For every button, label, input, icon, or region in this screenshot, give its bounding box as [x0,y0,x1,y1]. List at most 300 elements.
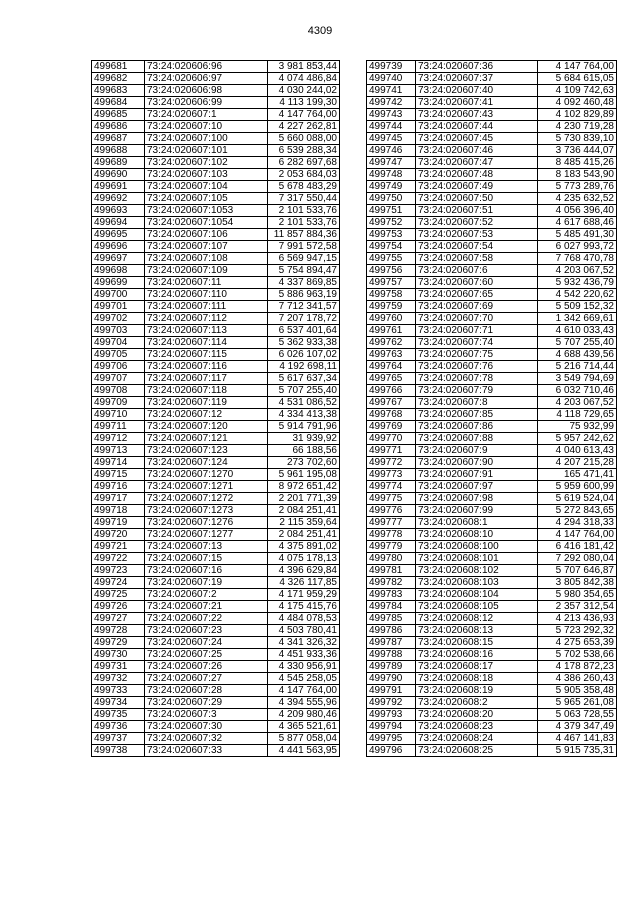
table-row [367,613,617,625]
value-cell: 5 063 728,55 [538,709,617,721]
row-number-cell: 499766 [367,385,416,397]
table-row [367,733,617,745]
cadastral-number-cell: 73:24:020607:11 [145,277,268,289]
row-number-cell: 499706 [92,361,145,373]
row-number-cell: 499712 [92,433,145,445]
cadastral-number-cell: 73:24:020607:52 [416,217,538,229]
value-cell: 4 109 742,63 [538,85,617,97]
cadastral-number-cell: 73:24:020607:120 [145,421,268,433]
row-number-cell: 499714 [92,457,145,469]
table-row [367,517,617,529]
value-cell: 4 178 872,23 [538,661,617,673]
value-cell: 4 230 719,28 [538,121,617,133]
cadastral-number-cell: 73:24:020607:105 [145,193,268,205]
cadastral-number-cell: 73:24:020607:104 [145,181,268,193]
cadastral-number-cell: 73:24:020607:118 [145,385,268,397]
table-row [92,265,340,277]
table-row [367,313,617,325]
value-cell: 4 102 829,89 [538,109,617,121]
row-number-cell: 499748 [367,169,416,181]
cadastral-number-cell: 73:24:020607:116 [145,361,268,373]
cadastral-number-cell: 73:24:020608:2 [416,697,538,709]
value-cell: 5 957 242,62 [538,433,617,445]
cadastral-number-cell: 73:24:020607:121 [145,433,268,445]
row-number-cell: 499770 [367,433,416,445]
cadastral-number-cell: 73:24:020607:99 [416,505,538,517]
cadastral-number-cell: 73:24:020607:90 [416,457,538,469]
row-number-cell: 499765 [367,373,416,385]
cadastral-number-cell: 73:24:020607:1273 [145,505,268,517]
table-row [367,529,617,541]
row-number-cell: 499736 [92,721,145,733]
table-row [367,373,617,385]
cadastral-number-cell: 73:24:020607:8 [416,397,538,409]
page-number: 4309 [307,25,333,37]
table-row [367,541,617,553]
row-number-cell: 499743 [367,109,416,121]
row-number-cell: 499702 [92,313,145,325]
row-number-cell: 499694 [92,217,145,229]
cadastral-number-cell: 73:24:020607:108 [145,253,268,265]
value-cell: 4 441 563,95 [268,745,340,757]
value-cell: 4 056 396,40 [538,205,617,217]
cadastral-number-cell: 73:24:020608:105 [416,601,538,613]
cadastral-number-cell: 73:24:020607:112 [145,313,268,325]
cadastral-number-cell: 73:24:020607:45 [416,133,538,145]
cadastral-number-cell: 73:24:020608:12 [416,613,538,625]
value-cell: 2 357 312,54 [538,601,617,613]
table-row [92,349,340,361]
row-number-cell: 499692 [92,193,145,205]
row-number-cell: 499771 [367,445,416,457]
table-row [92,85,340,97]
table-row [92,97,340,109]
row-number-cell: 499685 [92,109,145,121]
row-number-cell: 499728 [92,625,145,637]
table-row [367,205,617,217]
row-number-cell: 499764 [367,361,416,373]
table-row [92,733,340,745]
row-number-cell: 499729 [92,637,145,649]
row-number-cell: 499746 [367,145,416,157]
value-cell: 5 707 255,40 [538,337,617,349]
table-row [92,697,340,709]
cadastral-number-cell: 73:24:020608:15 [416,637,538,649]
row-number-cell: 499695 [92,229,145,241]
cadastral-number-cell: 73:24:020607:32 [145,733,268,745]
row-number-cell: 499688 [92,145,145,157]
value-cell: 5 965 261,08 [538,697,617,709]
cadastral-number-cell: 73:24:020608:24 [416,733,538,745]
cadastral-number-cell: 73:24:020607:1271 [145,481,268,493]
cadastral-number-cell: 73:24:020607:53 [416,229,538,241]
row-number-cell: 499779 [367,541,416,553]
row-number-cell: 499793 [367,709,416,721]
row-number-cell: 499761 [367,325,416,337]
row-number-cell: 499710 [92,409,145,421]
cadastral-number-cell: 73:24:020607:51 [416,205,538,217]
value-cell: 8 485 415,26 [538,157,617,169]
value-cell: 4 337 869,85 [268,277,340,289]
value-cell: 5 959 600,99 [538,481,617,493]
cadastral-number-cell: 73:24:020607:117 [145,373,268,385]
table-row [92,517,340,529]
row-number-cell: 499716 [92,481,145,493]
row-number-cell: 499745 [367,133,416,145]
value-cell: 5 684 615,05 [538,73,617,85]
value-cell: 2 201 771,39 [268,493,340,505]
value-cell: 5 905 358,48 [538,685,617,697]
value-cell: 7 207 178,72 [268,313,340,325]
value-cell: 4 531 086,52 [268,397,340,409]
table-row [92,145,340,157]
cadastral-number-cell: 73:24:020607:70 [416,313,538,325]
cadastral-number-cell: 73:24:020607:110 [145,289,268,301]
table-row [367,97,617,109]
row-number-cell: 499760 [367,313,416,325]
row-number-cell: 499739 [367,61,416,73]
value-cell: 4 330 956,91 [268,661,340,673]
value-cell: 2 053 684,03 [268,169,340,181]
cadastral-number-cell: 73:24:020607:85 [416,409,538,421]
cadastral-number-cell: 73:24:020607:88 [416,433,538,445]
row-number-cell: 499788 [367,649,416,661]
row-number-cell: 499727 [92,613,145,625]
row-number-cell: 499775 [367,493,416,505]
row-number-cell: 499691 [92,181,145,193]
row-number-cell: 499753 [367,229,416,241]
cadastral-number-cell: 73:24:020607:124 [145,457,268,469]
cadastral-number-cell: 73:24:020607:97 [416,481,538,493]
value-cell: 5 980 354,65 [538,589,617,601]
value-cell: 75 932,99 [538,421,617,433]
value-cell: 4 227 262,81 [268,121,340,133]
value-cell: 5 617 637,34 [268,373,340,385]
value-cell: 4 379 347,49 [538,721,617,733]
row-number-cell: 499683 [92,85,145,97]
value-cell: 7 768 470,78 [538,253,617,265]
table-row [367,337,617,349]
table-row [367,265,617,277]
row-number-cell: 499757 [367,277,416,289]
row-number-cell: 499682 [92,73,145,85]
cadastral-number-cell: 73:24:020607:111 [145,301,268,313]
cadastral-number-cell: 73:24:020608:104 [416,589,538,601]
row-number-cell: 499709 [92,397,145,409]
value-cell: 5 660 088,00 [268,133,340,145]
row-number-cell: 499734 [92,697,145,709]
row-number-cell: 499773 [367,469,416,481]
table-row [92,505,340,517]
table-row [367,577,617,589]
table-row [367,73,617,85]
value-cell: 5 216 714,44 [538,361,617,373]
value-cell: 4 203 067,52 [538,265,617,277]
cadastral-number-cell: 73:24:020607:119 [145,397,268,409]
table-row [367,661,617,673]
table-row [92,721,340,733]
row-number-cell: 499791 [367,685,416,697]
value-cell: 4 451 933,36 [268,649,340,661]
row-number-cell: 499795 [367,733,416,745]
cadastral-number-cell: 73:24:020607:69 [416,301,538,313]
cadastral-number-cell: 73:24:020607:33 [145,745,268,757]
table-row [92,313,340,325]
value-cell: 5 485 491,30 [538,229,617,241]
cadastral-number-cell: 73:24:020607:40 [416,85,538,97]
row-number-cell: 499758 [367,289,416,301]
cadastral-number-cell: 73:24:020608:20 [416,709,538,721]
row-number-cell: 499735 [92,709,145,721]
row-number-cell: 499684 [92,97,145,109]
cadastral-number-cell: 73:24:020607:36 [416,61,538,73]
row-number-cell: 499704 [92,337,145,349]
table-row [367,565,617,577]
value-cell: 3 805 842,38 [538,577,617,589]
cadastral-number-cell: 73:24:020607:50 [416,193,538,205]
table-row [92,529,340,541]
row-number-cell: 499738 [92,745,145,757]
table-row [92,361,340,373]
value-cell: 4 171 959,29 [268,589,340,601]
value-cell: 5 932 436,79 [538,277,617,289]
row-number-cell: 499721 [92,541,145,553]
cadastral-number-cell: 73:24:020607:49 [416,181,538,193]
row-number-cell: 499726 [92,601,145,613]
registry-table-right [366,60,617,757]
table-row [367,553,617,565]
row-number-cell: 499689 [92,157,145,169]
cadastral-number-cell: 73:24:020607:106 [145,229,268,241]
table-row [367,697,617,709]
value-cell: 4 175 415,76 [268,601,340,613]
row-number-cell: 499741 [367,85,416,97]
value-cell: 66 188,56 [268,445,340,457]
row-number-cell: 499769 [367,421,416,433]
table-row [92,397,340,409]
row-number-cell: 499759 [367,301,416,313]
value-cell: 4 207 215,28 [538,457,617,469]
table-row [367,685,617,697]
value-cell: 31 939,92 [268,433,340,445]
table-row [92,589,340,601]
cadastral-number-cell: 73:24:020608:100 [416,541,538,553]
table-row [367,169,617,181]
cadastral-number-cell: 73:24:020608:25 [416,745,538,757]
value-cell: 4 235 632,52 [538,193,617,205]
row-number-cell: 499754 [367,241,416,253]
row-number-cell: 499687 [92,133,145,145]
table-row [367,253,617,265]
cadastral-number-cell: 73:24:020607:71 [416,325,538,337]
value-cell: 2 101 533,76 [268,205,340,217]
cadastral-number-cell: 73:24:020607:102 [145,157,268,169]
cadastral-number-cell: 73:24:020607:1054 [145,217,268,229]
value-cell: 8 972 651,42 [268,481,340,493]
value-cell: 4 113 199,30 [268,97,340,109]
table-row [367,349,617,361]
cadastral-number-cell: 73:24:020607:91 [416,469,538,481]
row-number-cell: 499783 [367,589,416,601]
row-number-cell: 499776 [367,505,416,517]
value-cell: 4 075 178,13 [268,553,340,565]
table-row [92,577,340,589]
table-row [92,565,340,577]
cadastral-number-cell: 73:24:020606:98 [145,85,268,97]
table-row [92,445,340,457]
table-row [92,745,340,757]
row-number-cell: 499750 [367,193,416,205]
cadastral-number-cell: 73:24:020607:44 [416,121,538,133]
value-cell: 4 213 436,93 [538,613,617,625]
value-cell: 5 362 933,38 [268,337,340,349]
table-row [92,469,340,481]
value-cell: 4 484 078,53 [268,613,340,625]
value-cell: 4 545 258,05 [268,673,340,685]
table-row [367,361,617,373]
table-row [92,133,340,145]
table-row [92,481,340,493]
table-row [367,433,617,445]
row-number-cell: 499700 [92,289,145,301]
cadastral-number-cell: 73:24:020607:23 [145,625,268,637]
value-cell: 5 730 839,10 [538,133,617,145]
value-cell: 4 396 629,84 [268,565,340,577]
value-cell: 6 032 710,46 [538,385,617,397]
table-row [367,673,617,685]
table-row [92,157,340,169]
value-cell: 4 030 244,02 [268,85,340,97]
value-cell: 4 147 764,00 [538,529,617,541]
cadastral-number-cell: 73:24:020607:103 [145,169,268,181]
row-number-cell: 499784 [367,601,416,613]
value-cell: 6 539 288,34 [268,145,340,157]
cadastral-number-cell: 73:24:020607:29 [145,697,268,709]
value-cell: 4 147 764,00 [268,685,340,697]
cadastral-number-cell: 73:24:020607:1277 [145,529,268,541]
row-number-cell: 499733 [92,685,145,697]
row-number-cell: 499703 [92,325,145,337]
row-number-cell: 499698 [92,265,145,277]
table-row [92,205,340,217]
table-row [92,337,340,349]
table-row [92,325,340,337]
row-number-cell: 499796 [367,745,416,757]
row-number-cell: 499697 [92,253,145,265]
cadastral-number-cell: 73:24:020607:123 [145,445,268,457]
table-row [92,229,340,241]
cadastral-number-cell: 73:24:020607:6 [416,265,538,277]
table-row [367,217,617,229]
value-cell: 4 118 729,65 [538,409,617,421]
cadastral-number-cell: 73:24:020607:100 [145,133,268,145]
value-cell: 4 040 613,43 [538,445,617,457]
table-row [367,709,617,721]
row-number-cell: 499731 [92,661,145,673]
row-number-cell: 499786 [367,625,416,637]
cadastral-number-cell: 73:24:020607:46 [416,145,538,157]
value-cell: 4 467 141,83 [538,733,617,745]
value-cell: 1 342 669,61 [538,313,617,325]
value-cell: 4 341 326,32 [268,637,340,649]
row-number-cell: 499768 [367,409,416,421]
cadastral-number-cell: 73:24:020607:114 [145,337,268,349]
row-number-cell: 499792 [367,697,416,709]
value-cell: 165 471,41 [538,469,617,481]
row-number-cell: 499777 [367,517,416,529]
value-cell: 5 914 791,96 [268,421,340,433]
cadastral-number-cell: 73:24:020608:17 [416,661,538,673]
row-number-cell: 499749 [367,181,416,193]
cadastral-number-cell: 73:24:020607:65 [416,289,538,301]
cadastral-number-cell: 73:24:020607:115 [145,349,268,361]
table-row [367,145,617,157]
row-number-cell: 499762 [367,337,416,349]
value-cell: 2 115 359,64 [268,517,340,529]
cadastral-number-cell: 73:24:020607:12 [145,409,268,421]
table-row [92,613,340,625]
row-number-cell: 499790 [367,673,416,685]
row-number-cell: 499744 [367,121,416,133]
table-row [367,625,617,637]
table-row [367,181,617,193]
table-row [92,217,340,229]
row-number-cell: 499681 [92,61,145,73]
row-number-cell: 499774 [367,481,416,493]
table-row [367,745,617,757]
value-cell: 4 688 439,56 [538,349,617,361]
value-cell: 5 773 289,76 [538,181,617,193]
row-number-cell: 499730 [92,649,145,661]
table-row [367,61,617,73]
value-cell: 2 101 533,76 [268,217,340,229]
table-row [92,685,340,697]
value-cell: 4 542 220,62 [538,289,617,301]
value-cell: 4 092 460,48 [538,97,617,109]
value-cell: 4 617 688,46 [538,217,617,229]
cadastral-number-cell: 73:24:020608:10 [416,529,538,541]
value-cell: 4 294 318,33 [538,517,617,529]
table-row [367,457,617,469]
table-row [367,445,617,457]
row-number-cell: 499713 [92,445,145,457]
table-row [92,661,340,673]
value-cell: 4 334 413,38 [268,409,340,421]
table-row [367,325,617,337]
value-cell: 4 147 764,00 [538,61,617,73]
table-row [367,421,617,433]
registry-table-left [91,60,340,757]
cadastral-number-cell: 73:24:020607:21 [145,601,268,613]
cadastral-number-cell: 73:24:020607:1276 [145,517,268,529]
cadastral-number-cell: 73:24:020607:78 [416,373,538,385]
table-row [92,193,340,205]
cadastral-number-cell: 73:24:020607:76 [416,361,538,373]
cadastral-number-cell: 73:24:020607:98 [416,493,538,505]
value-cell: 273 702,60 [268,457,340,469]
value-cell: 4 147 764,00 [268,109,340,121]
cadastral-number-cell: 73:24:020608:103 [416,577,538,589]
value-cell: 5 754 894,47 [268,265,340,277]
cadastral-number-cell: 73:24:020607:1272 [145,493,268,505]
row-number-cell: 499781 [367,565,416,577]
table-row [92,709,340,721]
value-cell: 5 886 963,19 [268,289,340,301]
value-cell: 4 375 891,02 [268,541,340,553]
table-row [92,493,340,505]
row-number-cell: 499722 [92,553,145,565]
table-row [367,481,617,493]
